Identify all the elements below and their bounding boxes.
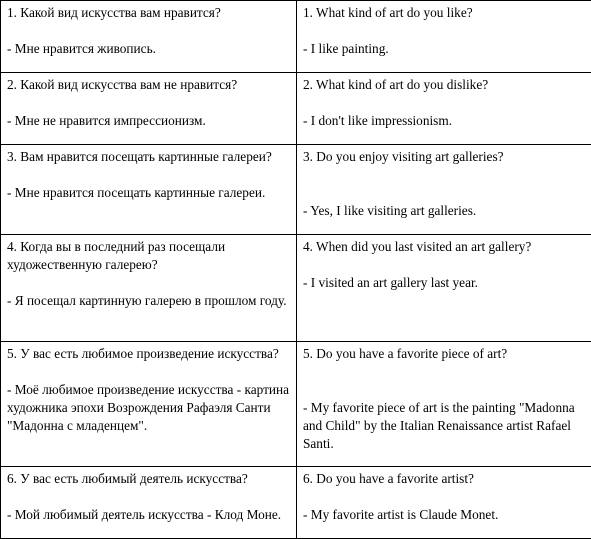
russian-cell <box>1 467 297 539</box>
english-answer: - I like painting. <box>303 40 585 58</box>
english-cell <box>297 1 591 73</box>
russian-question: 4. Когда вы в последний раз посещали художественную галерею? <box>7 238 290 274</box>
english-answer: - My favorite artist is Claude Monet. <box>303 506 585 524</box>
english-cell <box>297 467 591 539</box>
russian-question: 3. Вам нравится посещать картинные галереи? <box>7 148 290 166</box>
russian-question: 6. У вас есть любимый деятель искусства? <box>7 470 290 488</box>
english-answer: - My favorite piece of art is the painting "Madonna and Child" by the Italian Renaissance artist Rafael Santi. <box>303 399 585 453</box>
table-row <box>1 73 591 145</box>
russian-question: 2. Какой вид искусства вам не нравится? <box>7 76 290 94</box>
english-cell <box>297 235 591 342</box>
russian-answer: - Мне не нравится импрессионизм. <box>7 112 290 130</box>
russian-answer: - Мне нравится живопись. <box>7 40 290 58</box>
russian-cell <box>1 1 297 73</box>
english-cell <box>297 145 591 235</box>
english-question: 3. Do you enjoy visiting art galleries? <box>303 148 585 166</box>
english-question: 5. Do you have a favorite piece of art? <box>303 345 585 363</box>
english-question: 4. When did you last visited an art gallery? <box>303 238 585 256</box>
table-row <box>1 145 591 235</box>
table-row <box>1 467 591 539</box>
english-question: 6. Do you have a favorite artist? <box>303 470 585 488</box>
english-cell <box>297 73 591 145</box>
english-question: 2. What kind of art do you dislike? <box>303 76 585 94</box>
table-row <box>1 1 591 73</box>
russian-cell <box>1 73 297 145</box>
russian-answer: - Я посещал картинную галерею в прошлом году. <box>7 292 290 310</box>
table-row <box>1 235 591 342</box>
russian-cell <box>1 342 297 467</box>
english-question: 1. What kind of art do you like? <box>303 4 585 22</box>
english-answer: - Yes, I like visiting art galleries. <box>303 202 585 220</box>
russian-cell <box>1 235 297 342</box>
russian-question: 5. У вас есть любимое произведение искусства? <box>7 345 290 363</box>
table-row <box>1 342 591 467</box>
english-cell <box>297 342 591 467</box>
russian-question: 1. Какой вид искусства вам нравится? <box>7 4 290 22</box>
english-answer: - I don't like impressionism. <box>303 112 585 130</box>
russian-cell <box>1 145 297 235</box>
russian-answer: - Мне нравится посещать картинные галереи. <box>7 184 290 202</box>
russian-answer: - Мой любимый деятель искусства - Клод Моне. <box>7 506 290 524</box>
english-answer: - I visited an art gallery last year. <box>303 274 585 292</box>
russian-answer: - Моё любимое произведение искусства - картина художника эпохи Возрождения Рафаэля Санти "Мадонна с младенцем". <box>7 381 290 435</box>
